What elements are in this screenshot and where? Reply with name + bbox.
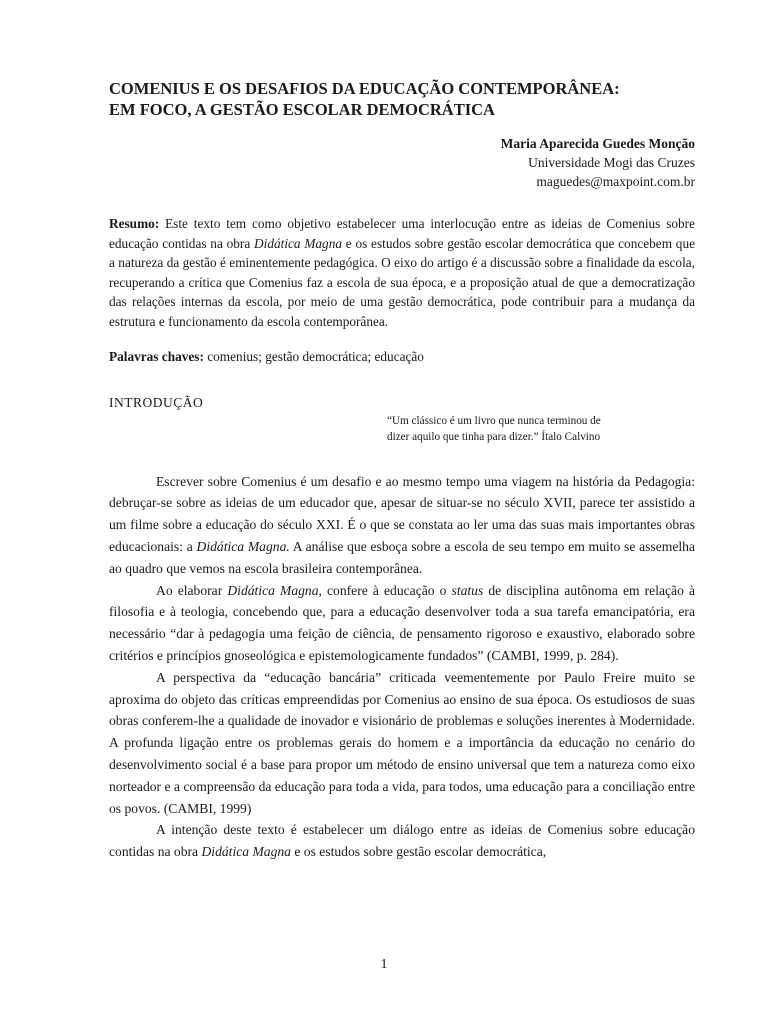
abstract-text-a: Este texto tem como objetivo estabelecer uma interlocução entre as ideias de Comenius sobre educação contidas na obra xyxy=(109,216,695,251)
abstract-work-title: Didática Magna xyxy=(254,235,343,251)
epigraph xyxy=(387,413,647,445)
paragraph-1-work-title: Didática Magna. xyxy=(196,538,290,554)
paragraph-4-work-title: Didática Magna xyxy=(201,844,291,860)
paragraph-2-status: status xyxy=(451,582,484,598)
page-number: 1 xyxy=(380,957,388,972)
paragraph-2 xyxy=(109,580,695,667)
author-block xyxy=(109,134,695,191)
author-name: Maria Aparecida Guedes Monção xyxy=(500,136,695,151)
paragraph-2-text-a: Ao elaborar xyxy=(156,582,228,598)
title-line-2: EM FOCO, A GESTÃO ESCOLAR DEMOCRÁTICA xyxy=(109,100,495,119)
paragraph-2-text-b: , confere à educação o xyxy=(318,582,452,598)
paragraph-3: A perspectiva da “educação bancária” criticada veementemente por Paulo Freire muito se aproxima do objeto das críticas empreendidas por Comenius ao ensino de sua época. Os estudiosos de suas obras conferem-lhe a qualidade de inovador e visionário de problemas e soluções inerentes à Modernidade. A profunda ligação entre os problemas gerais do homem e a importância da educação no cenário do desenvolvimento social é a base para propor um método de ensino universal que tem a natureza como eixo norteador e a compreensão da educação para toda a vida, para todos, uma educação para a conciliação entre os povos. (CAMBI, 1999) xyxy=(109,669,695,816)
paragraph-2-work-title: Didática Magna xyxy=(227,582,319,598)
epigraph-line-1: “Um clássico é um livro que nunca terminou de xyxy=(387,414,601,427)
title-line-1: COMENIUS E OS DESAFIOS DA EDUCAÇÃO CONTEMPORÂNEA: xyxy=(109,79,620,98)
keywords-label: Palavras chaves: xyxy=(109,348,204,364)
epigraph-line-2: dizer aquilo que tinha para dizer.” Ítalo Calvino xyxy=(387,430,601,443)
abstract-text-b: e os estudos sobre gestão escolar democrática que concebem que a natureza da gestão é eminentemente pedagógica. O eixo do artigo é a discussão sobre a finalidade da escola, recuperando a crítica que Comenius faz a escola de sua época, e a proposição atual de que a democratização das relações internas da escola, por meio de uma gestão democrática, pode contribuir para a mudança da estrutura e funcionamento da escola contemporânea. xyxy=(109,235,696,329)
paragraph-1-text-b: A análise que esboça sobre a escola de seu tempo em muito se assemelha ao quadro que vemos na escola brasileira contemporânea. xyxy=(109,538,695,576)
section-heading: INTRODUÇÃO xyxy=(109,394,204,410)
paragraph-2-text-c: de disciplina autônoma em relação à filosofia e à teologia, concebendo que, para a educação desenvolver toda a sua tarefa emancipatória, era necessário “dar à pedagogia uma feição de ciência, de pensamento rigoroso e exaustivo, elaborado sobre critérios e princípios gnoseológica e epistemologicamente fundados” (CAMBI, 1999, p. 284). xyxy=(109,582,696,663)
keywords-text: comenius; gestão democrática; educação xyxy=(203,348,424,364)
paragraph-4-text-b: e os estudos sobre gestão escolar democrática, xyxy=(290,844,547,860)
paper-title xyxy=(109,78,695,120)
abstract xyxy=(109,214,695,332)
keywords xyxy=(109,347,695,366)
paragraph-1-text-a: Escrever sobre Comenius é um desafio e ao mesmo tempo uma viagem na história da Pedagogia: debruçar-se sobre as ideias de um educador que, apesar de situar-se no século XVII, parece ter assistido a um filme sobre a educação do século XXI. É o que se constata ao ler uma das suas mais importantes obras educacionais: a xyxy=(109,473,695,554)
document-page xyxy=(109,78,695,863)
paragraph-4 xyxy=(109,819,695,863)
author-email: maguedes@maxpoint.com.br xyxy=(536,174,695,189)
paragraph-4-text-a: A intenção deste texto é estabelecer um diálogo entre as ideias de Comenius sobre educação contidas na obra xyxy=(109,822,695,860)
body-text xyxy=(109,471,695,863)
abstract-label: Resumo: xyxy=(109,216,160,231)
paragraph-1 xyxy=(109,471,695,580)
author-affiliation: Universidade Mogi das Cruzes xyxy=(528,155,695,170)
